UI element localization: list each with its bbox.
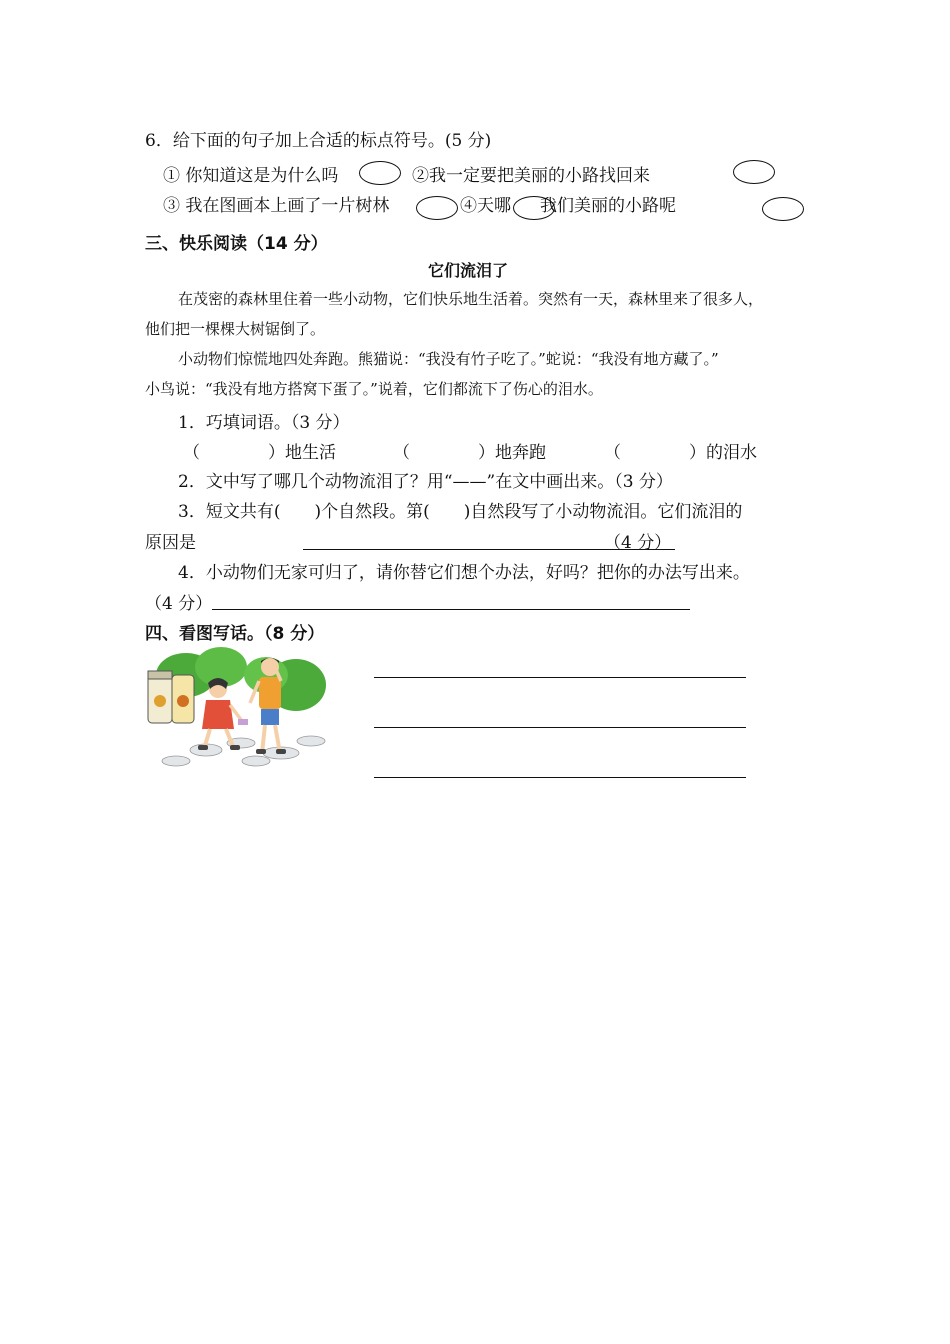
q4-answer-line[interactable] [212,609,690,610]
q6-sentence-4b: 我们美丽的小路呢 [540,196,676,216]
writing-line-2[interactable] [374,727,746,728]
punctuation-blank-5[interactable] [762,197,804,221]
story-title: 它们流泪了 [428,261,509,280]
q3-line-2: 原因是 [145,533,196,553]
q4-score: （4 分） [145,594,213,614]
writing-line-3[interactable] [374,777,746,778]
q1-prompt: 1．巧填词语。（3 分） [178,413,350,433]
story-paragraph-1-line-2: 他们把一棵棵大树锯倒了。 [145,320,326,338]
q4-line-1: 4．小动物们无家可归了，请你替它们想个办法，好吗？把你的办法写出来。 [178,563,750,583]
children-picking-up-litter-illustration [146,645,332,769]
writing-line-1[interactable] [374,677,746,678]
q3-line-1: 3．短文共有( )个自然段。第( )自然段写了小动物流泪。它们流泪的 [178,502,743,522]
section-4-heading: 四、看图写话。（8 分） [145,624,325,644]
q6-title: 6．给下面的句子加上合适的标点符号。(5 分) [145,131,492,151]
story-paragraph-2-line-2: 小鸟说：“我没有地方搭窝下蛋了。”说着，它们都流下了伤心的泪水。 [145,380,603,398]
q1-blank-c[interactable]: （ ）的泪水 [604,443,757,463]
q6-sentence-3: ③ 我在图画本上画了一片树林 [163,196,390,216]
story-paragraph-2-line-1: 小动物们惊慌地四处奔跑。熊猫说：“我没有竹子吃了。”蛇说：“我没有地方藏了。” [178,350,719,368]
q1-blank-a[interactable]: （ ）地生活 [183,443,336,463]
punctuation-blank-1[interactable] [359,161,401,185]
q6-sentence-1: ① 你知道这是为什么吗 [163,166,339,186]
q6-sentence-2: ②我一定要把美丽的小路找回来 [412,166,650,186]
q1-blank-b[interactable]: （ ）地奔跑 [393,443,546,463]
q3-score: （4 分） [604,533,672,553]
q2-prompt: 2．文中写了哪几个动物流泪了？用“——”在文中画出来。（3 分） [178,472,673,492]
q6-sentence-4a: ④天哪 [460,196,511,216]
punctuation-blank-2[interactable] [733,160,775,184]
punctuation-blank-3[interactable] [416,196,458,220]
story-paragraph-1-line-1: 在茂密的森林里住着一些小动物，它们快乐地生活着。突然有一天，森林里来了很多人， [178,290,764,308]
section-3-heading: 三、快乐阅读（14 分） [145,234,328,254]
